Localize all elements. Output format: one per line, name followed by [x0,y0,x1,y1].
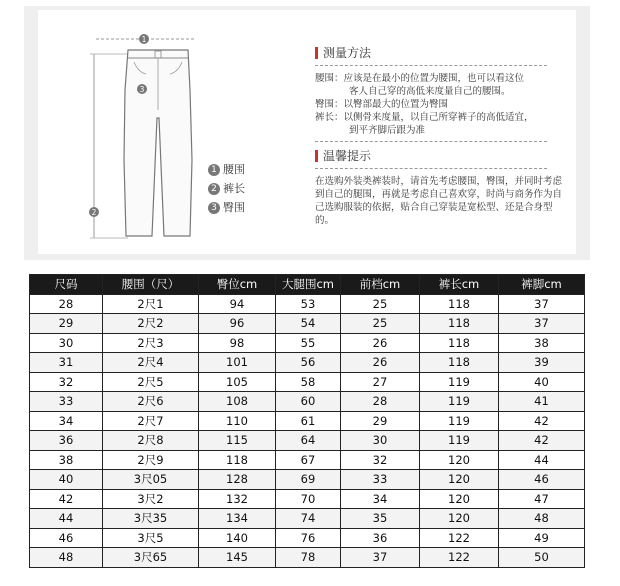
table-cell: 118 [420,294,499,314]
table-cell: 54 [276,314,341,334]
legend-item-hip: 3 臀围 [208,198,245,217]
table-row [30,353,585,373]
header-length: 裤长cm [420,275,499,295]
table-cell: 31 [30,353,103,373]
table-cell: 29 [30,314,103,334]
table-cell: 29 [341,411,420,431]
table-cell: 33 [341,470,420,490]
tips-text: 在选购外装类裤装时，请首先考虑腰围，臀围，并同时考虑到自己的腿围，再就是考虑自己喜欢穿，时尚与商务作为自己选购服装的依据，贴合自己穿装是宽松型、还是合身型的。 [315,176,563,226]
table-cell: 32 [341,450,420,470]
table-cell: 28 [341,392,420,412]
table-cell: 42 [30,489,103,509]
table-cell: 118 [420,333,499,353]
table-cell: 42 [499,431,585,451]
table-cell: 70 [276,489,341,509]
table-cell: 38 [30,450,103,470]
panel-inner [38,10,576,254]
table-cell: 96 [199,314,276,334]
table-cell: 108 [199,392,276,412]
table-cell: 115 [199,431,276,451]
table-cell: 37 [499,314,585,334]
table-cell: 120 [420,489,499,509]
diagram-legend [208,160,245,217]
table-cell: 35 [341,509,420,529]
table-cell: 64 [276,431,341,451]
table-cell: 41 [499,392,585,412]
table-cell: 44 [499,450,585,470]
table-cell: 118 [420,314,499,334]
marker-2 [89,207,99,217]
table-row [30,509,585,529]
table-row [30,548,585,568]
table-cell: 60 [276,392,341,412]
header-front-rise: 前档cm [341,275,420,295]
table-cell: 105 [199,372,276,392]
table-cell: 122 [420,528,499,548]
table-cell: 134 [199,509,276,529]
table-row [30,314,585,334]
table-cell: 101 [199,353,276,373]
svg-text:1: 1 [141,35,147,44]
table-cell: 48 [499,509,585,529]
table-cell: 119 [420,392,499,412]
table-cell: 55 [276,333,341,353]
table-cell: 128 [199,470,276,490]
table-cell: 40 [499,372,585,392]
table-cell: 27 [341,372,420,392]
table-cell: 122 [420,548,499,568]
table-row [30,431,585,451]
table-cell: 30 [341,431,420,451]
table-body [30,294,585,567]
info-section [315,45,565,227]
table-cell: 2尺7 [103,411,199,431]
table-cell: 98 [199,333,276,353]
marker-1 [139,34,149,44]
table-cell: 67 [276,450,341,470]
marker-3 [137,84,147,94]
table-cell: 38 [499,333,585,353]
table-cell: 132 [199,489,276,509]
table-row [30,333,585,353]
method-line: 臀围：以臀部最大的位置为臀围 [315,99,449,110]
table-cell: 120 [420,470,499,490]
table-cell: 2尺2 [103,314,199,334]
table-cell: 76 [276,528,341,548]
table-cell: 120 [420,450,499,470]
table-cell: 94 [199,294,276,314]
size-guide-panel [24,6,590,260]
table-cell: 2尺6 [103,392,199,412]
table-row [30,470,585,490]
table-cell: 37 [341,548,420,568]
table-cell: 3尺65 [103,548,199,568]
table-row [30,392,585,412]
divider [315,168,547,169]
legend-item-length: 2 裤长 [208,179,245,198]
table-row [30,528,585,548]
table-cell: 2尺9 [103,450,199,470]
table-cell: 118 [199,450,276,470]
table-cell: 119 [420,372,499,392]
table-cell: 140 [199,528,276,548]
legend-item-waist: 1 腰围 [208,160,245,179]
table-cell: 2尺4 [103,353,199,373]
table-cell: 42 [499,411,585,431]
table-header-row [30,275,585,295]
table-cell: 44 [30,509,103,529]
table-cell: 120 [420,509,499,529]
table-cell: 3尺35 [103,509,199,529]
table-cell: 2尺8 [103,431,199,451]
header-thigh: 大腿围cm [276,275,341,295]
table-cell: 78 [276,548,341,568]
table-cell: 69 [276,470,341,490]
table-cell: 58 [276,372,341,392]
header-waist: 腰围（尺） [103,275,199,295]
table-cell: 25 [341,314,420,334]
table-cell: 50 [499,548,585,568]
table-cell: 37 [499,294,585,314]
table-row [30,411,585,431]
table-row [30,450,585,470]
table-cell: 34 [30,411,103,431]
header-size: 尺码 [30,275,103,295]
table-row [30,372,585,392]
table-cell: 2尺5 [103,372,199,392]
table-cell: 39 [499,353,585,373]
method-line: 腰围：应该是在最小的位置为腰围，也可以看这位 [315,73,525,84]
table-cell: 32 [30,372,103,392]
table-cell: 26 [341,333,420,353]
table-cell: 118 [420,353,499,373]
table-cell: 119 [420,411,499,431]
table-cell: 30 [30,333,103,353]
table-cell: 40 [30,470,103,490]
divider [315,65,547,66]
method-line: 到平齐脚后跟为准 [349,125,426,136]
header-hip: 臀位cm [199,275,276,295]
table-cell: 53 [276,294,341,314]
table-cell: 26 [341,353,420,373]
table-cell: 56 [276,353,341,373]
table-cell: 46 [30,528,103,548]
table-cell: 2尺1 [103,294,199,314]
tips-title: 温馨提示 [315,148,565,164]
method-line: 客人自己穿的高低来度量自己的腰围。 [349,86,511,97]
table-cell: 119 [420,431,499,451]
table-cell: 28 [30,294,103,314]
measurement-method-title: 测量方法 [315,45,565,61]
table-cell: 2尺3 [103,333,199,353]
table-cell: 3尺05 [103,470,199,490]
table-cell: 3尺5 [103,528,199,548]
table-cell: 47 [499,489,585,509]
size-table [29,274,585,568]
svg-text:2: 2 [91,208,97,217]
table-cell: 3尺2 [103,489,199,509]
table-cell: 36 [341,528,420,548]
method-line: 裤长：以侧骨来度量，以自己所穿裤子的高低适宜， [315,112,534,123]
table-cell: 46 [499,470,585,490]
table-cell: 74 [276,509,341,529]
table-cell: 49 [499,528,585,548]
table-cell: 61 [276,411,341,431]
table-cell: 145 [199,548,276,568]
svg-text:3: 3 [139,85,145,94]
trousers-diagram [38,10,288,254]
table-cell: 48 [30,548,103,568]
divider [315,141,547,142]
table-row [30,489,585,509]
header-leg-opening: 裤脚cm [499,275,585,295]
table-row [30,294,585,314]
table-cell: 34 [341,489,420,509]
table-cell: 33 [30,392,103,412]
table-cell: 36 [30,431,103,451]
table-cell: 110 [199,411,276,431]
table-cell: 25 [341,294,420,314]
